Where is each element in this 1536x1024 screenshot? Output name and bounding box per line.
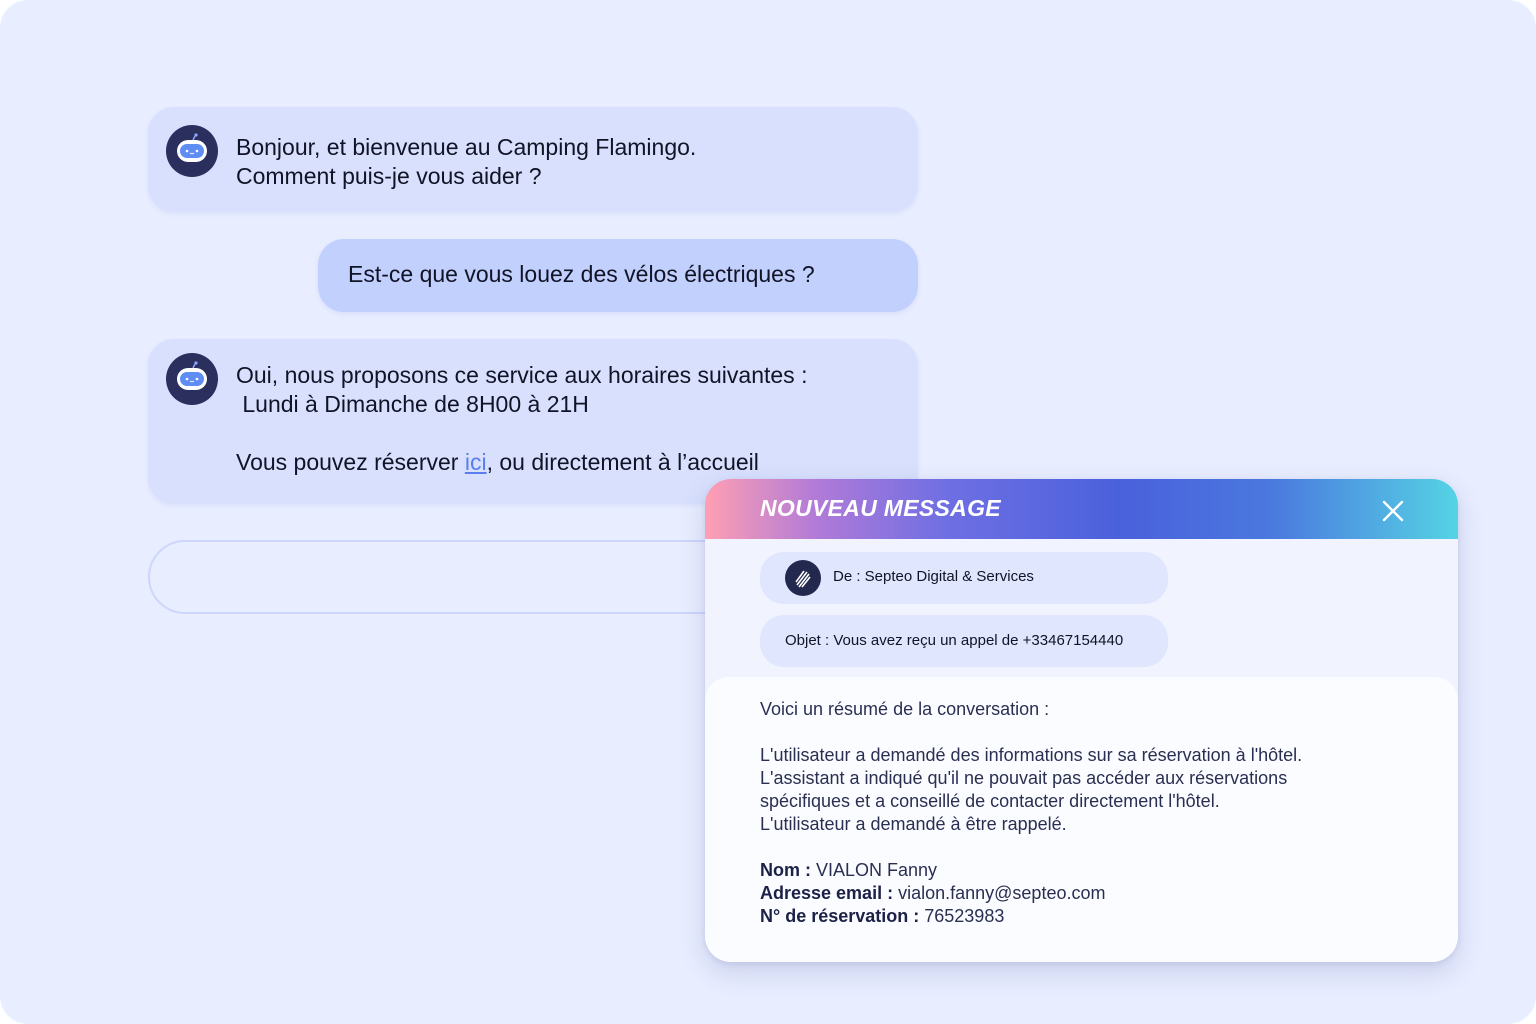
field-label: N° de réservation : (760, 906, 920, 926)
field-label: Nom : (760, 860, 811, 880)
bot-message-bubble (148, 107, 918, 212)
robot-icon (166, 125, 218, 177)
message-text-line: Comment puis-je vous aider ? (236, 163, 542, 189)
message-text-segment: , ou directement à l’accueil (486, 449, 759, 475)
subject-field (760, 615, 1168, 667)
message-text-line: Lundi à Dimanche de 8H00 à 21H (236, 391, 589, 417)
summary-line: spécifiques et a conseillé de contacter directement l'hôtel. (760, 791, 1220, 811)
field-name (760, 859, 1458, 882)
septeo-logo-icon (785, 560, 821, 596)
card-header (705, 479, 1458, 539)
sender-text: De : Septeo Digital & Services (833, 568, 1034, 585)
summary-line: L'utilisateur a demandé des informations sur sa réservation à l'hôtel. (760, 745, 1303, 765)
message-text-segment: Vous pouvez réserver (236, 449, 465, 475)
robot-icon (166, 353, 218, 405)
message-text: Est-ce que vous louez des vélos électriques ? (348, 261, 815, 287)
body-intro: Voici un résumé de la conversation : (760, 699, 1050, 719)
field-email (760, 882, 1458, 905)
card-title: NOUVEAU MESSAGE (760, 495, 1001, 521)
user-message-bubble (318, 239, 918, 312)
sender-field (760, 552, 1168, 604)
subject-text: Objet : Vous avez reçu un appel de +33467154440 (785, 632, 1124, 649)
field-value: 76523983 (919, 906, 1005, 926)
field-reservation (760, 905, 1458, 928)
message-text-line: Oui, nous proposons ce service aux horaires suivantes : (236, 362, 808, 388)
summary-line: L'assistant a indiqué qu'il ne pouvait pas accéder aux réservations (760, 768, 1288, 788)
summary-line: L'utilisateur a demandé à être rappelé. (760, 814, 1067, 834)
field-label: Adresse email : (760, 883, 894, 903)
message-text-line: Bonjour, et bienvenue au Camping Flamingo. (236, 134, 697, 160)
new-message-card (705, 479, 1458, 962)
field-value: VIALON Fanny (811, 860, 938, 880)
reservation-link[interactable]: ici (464, 449, 487, 475)
close-icon[interactable] (1381, 499, 1405, 523)
message-body (705, 677, 1458, 962)
message-text-line (236, 448, 898, 477)
field-value: vialon.fanny@septeo.com (893, 883, 1106, 903)
